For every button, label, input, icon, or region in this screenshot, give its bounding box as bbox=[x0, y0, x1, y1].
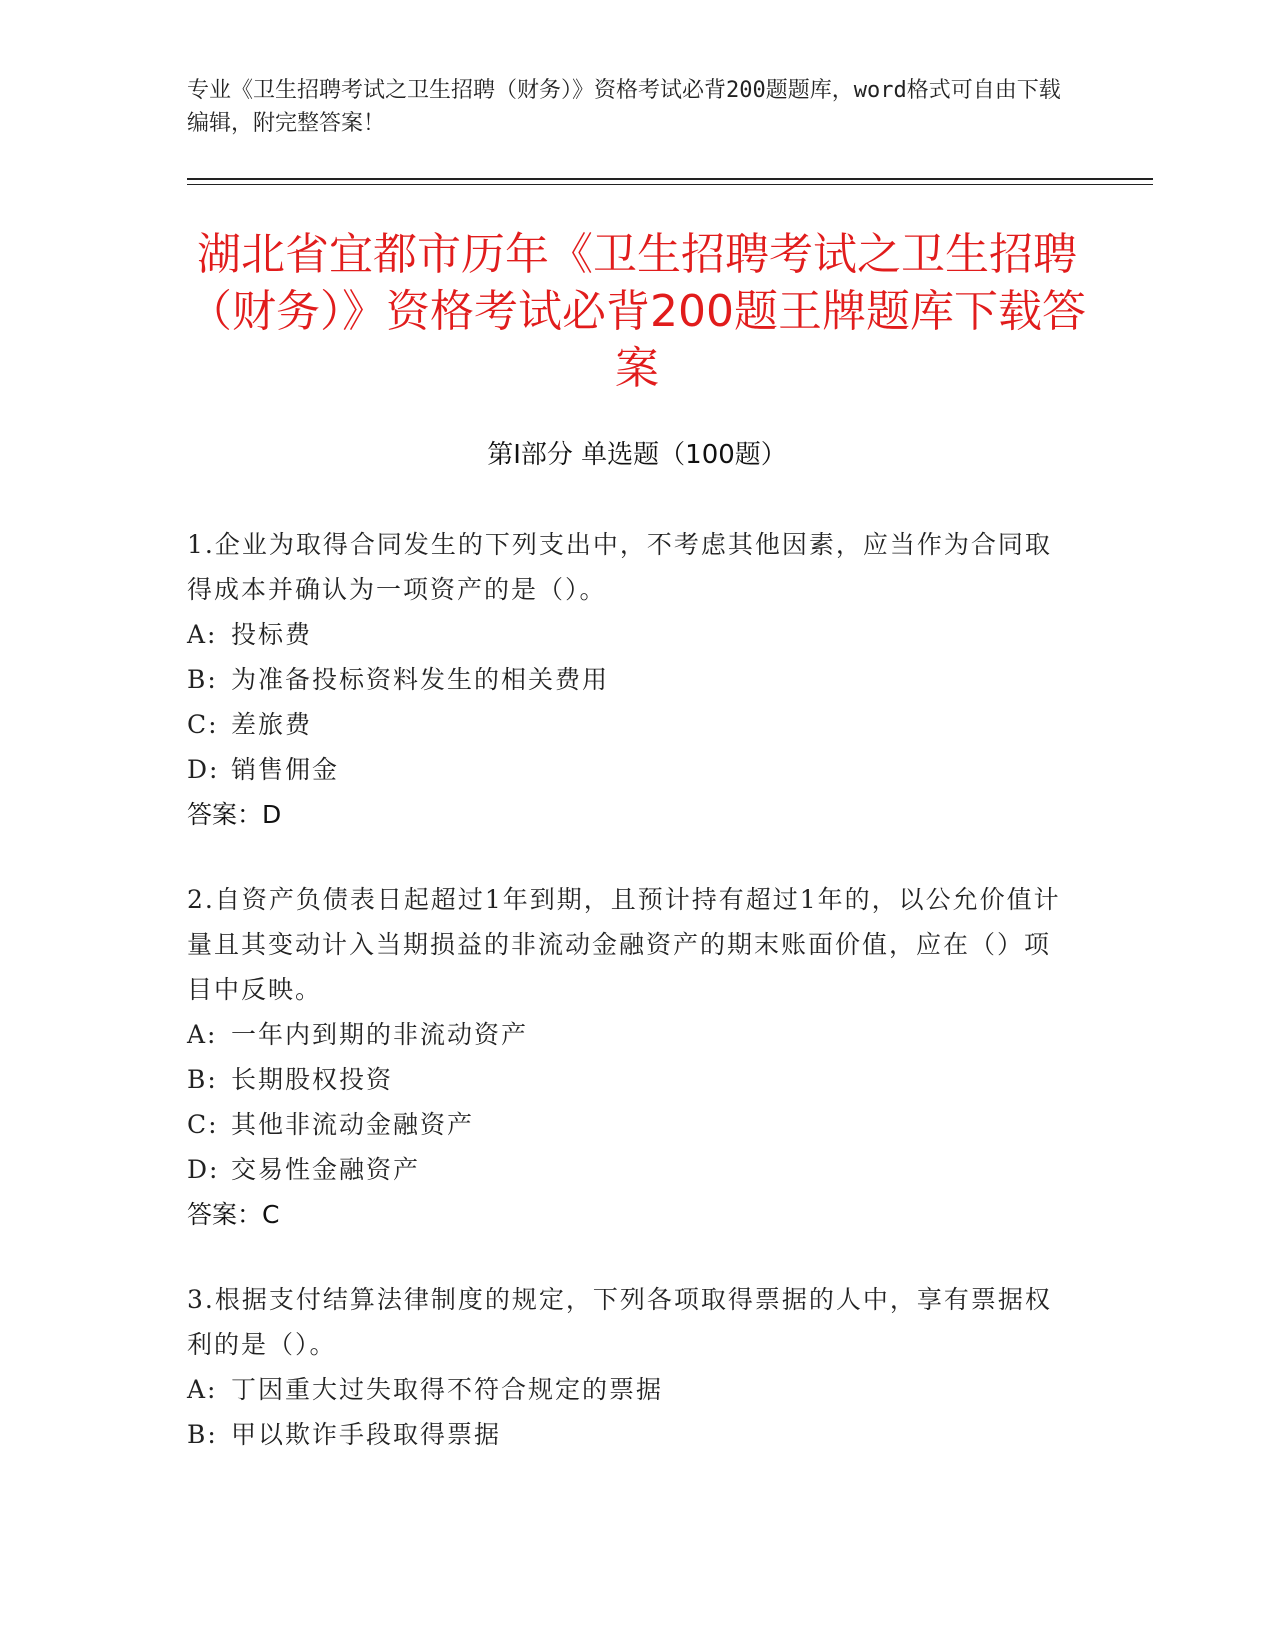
question-stem: 1.企业为取得合同发生的下列支出中，不考虑其他因素，应当作为合同取得成本并确认为一项资产的是（）。 bbox=[187, 530, 1052, 604]
section-heading: 第Ⅰ部分 单选题（100题） bbox=[487, 440, 787, 470]
option-letter: D: bbox=[187, 1155, 220, 1184]
answer: 答案：C bbox=[187, 1200, 280, 1229]
option-letter: A: bbox=[187, 620, 218, 649]
question-list bbox=[187, 522, 1067, 1497]
option-a bbox=[187, 1367, 1067, 1412]
option-letter: B: bbox=[187, 1065, 218, 1094]
option-letter: C: bbox=[187, 710, 219, 739]
option-c bbox=[187, 1102, 1067, 1147]
option-text: 丁因重大过失取得不符合规定的票据 bbox=[231, 1375, 664, 1404]
option-text: 其他非流动金融资产 bbox=[231, 1110, 475, 1139]
option-c bbox=[187, 702, 1067, 747]
question-1 bbox=[187, 522, 1067, 837]
question-stem: 2.自资产负债表日起超过1年到期，且预计持有超过1年的，以公允价值计量且其变动计入当期损益的非流动金融资产的期末账面价值，应在（）项目中反映。 bbox=[187, 885, 1061, 1004]
option-b bbox=[187, 657, 1067, 702]
document-title: 湖北省宜都市历年《卫生招聘考试之卫生招聘（财务）》资格考试必背200题王牌题库下载答案 bbox=[188, 229, 1086, 394]
option-text: 投标费 bbox=[231, 620, 313, 649]
question-stem: 3.根据支付结算法律制度的规定，下列各项取得票据的人中，享有票据权利的是（）。 bbox=[187, 1285, 1052, 1359]
option-letter: A: bbox=[187, 1375, 218, 1404]
option-text: 一年内到期的非流动资产 bbox=[231, 1020, 529, 1049]
answer: 答案：D bbox=[187, 800, 282, 829]
option-text: 差旅费 bbox=[231, 710, 313, 739]
option-text: 为准备投标资料发生的相关费用 bbox=[231, 665, 610, 694]
option-letter: B: bbox=[187, 1420, 218, 1449]
question-3 bbox=[187, 1277, 1067, 1457]
option-text: 长期股权投资 bbox=[231, 1065, 394, 1094]
option-text: 交易性金融资产 bbox=[231, 1155, 421, 1184]
question-2 bbox=[187, 877, 1067, 1237]
option-d bbox=[187, 747, 1067, 792]
option-b bbox=[187, 1412, 1067, 1457]
header-rule-thick bbox=[187, 178, 1153, 180]
option-letter: D: bbox=[187, 755, 220, 784]
option-a bbox=[187, 1012, 1067, 1057]
option-b bbox=[187, 1057, 1067, 1102]
header-note: 专业《卫生招聘考试之卫生招聘（财务）》资格考试必背200题题库，word格式可自由下载编辑，附完整答案！ bbox=[187, 78, 1061, 136]
option-d bbox=[187, 1147, 1067, 1192]
header-rule-thin bbox=[187, 184, 1153, 185]
option-text: 销售佣金 bbox=[231, 755, 340, 784]
option-letter: A: bbox=[187, 1020, 218, 1049]
option-letter: B: bbox=[187, 665, 218, 694]
option-a bbox=[187, 612, 1067, 657]
option-text: 甲以欺诈手段取得票据 bbox=[231, 1420, 502, 1449]
option-letter: C: bbox=[187, 1110, 219, 1139]
